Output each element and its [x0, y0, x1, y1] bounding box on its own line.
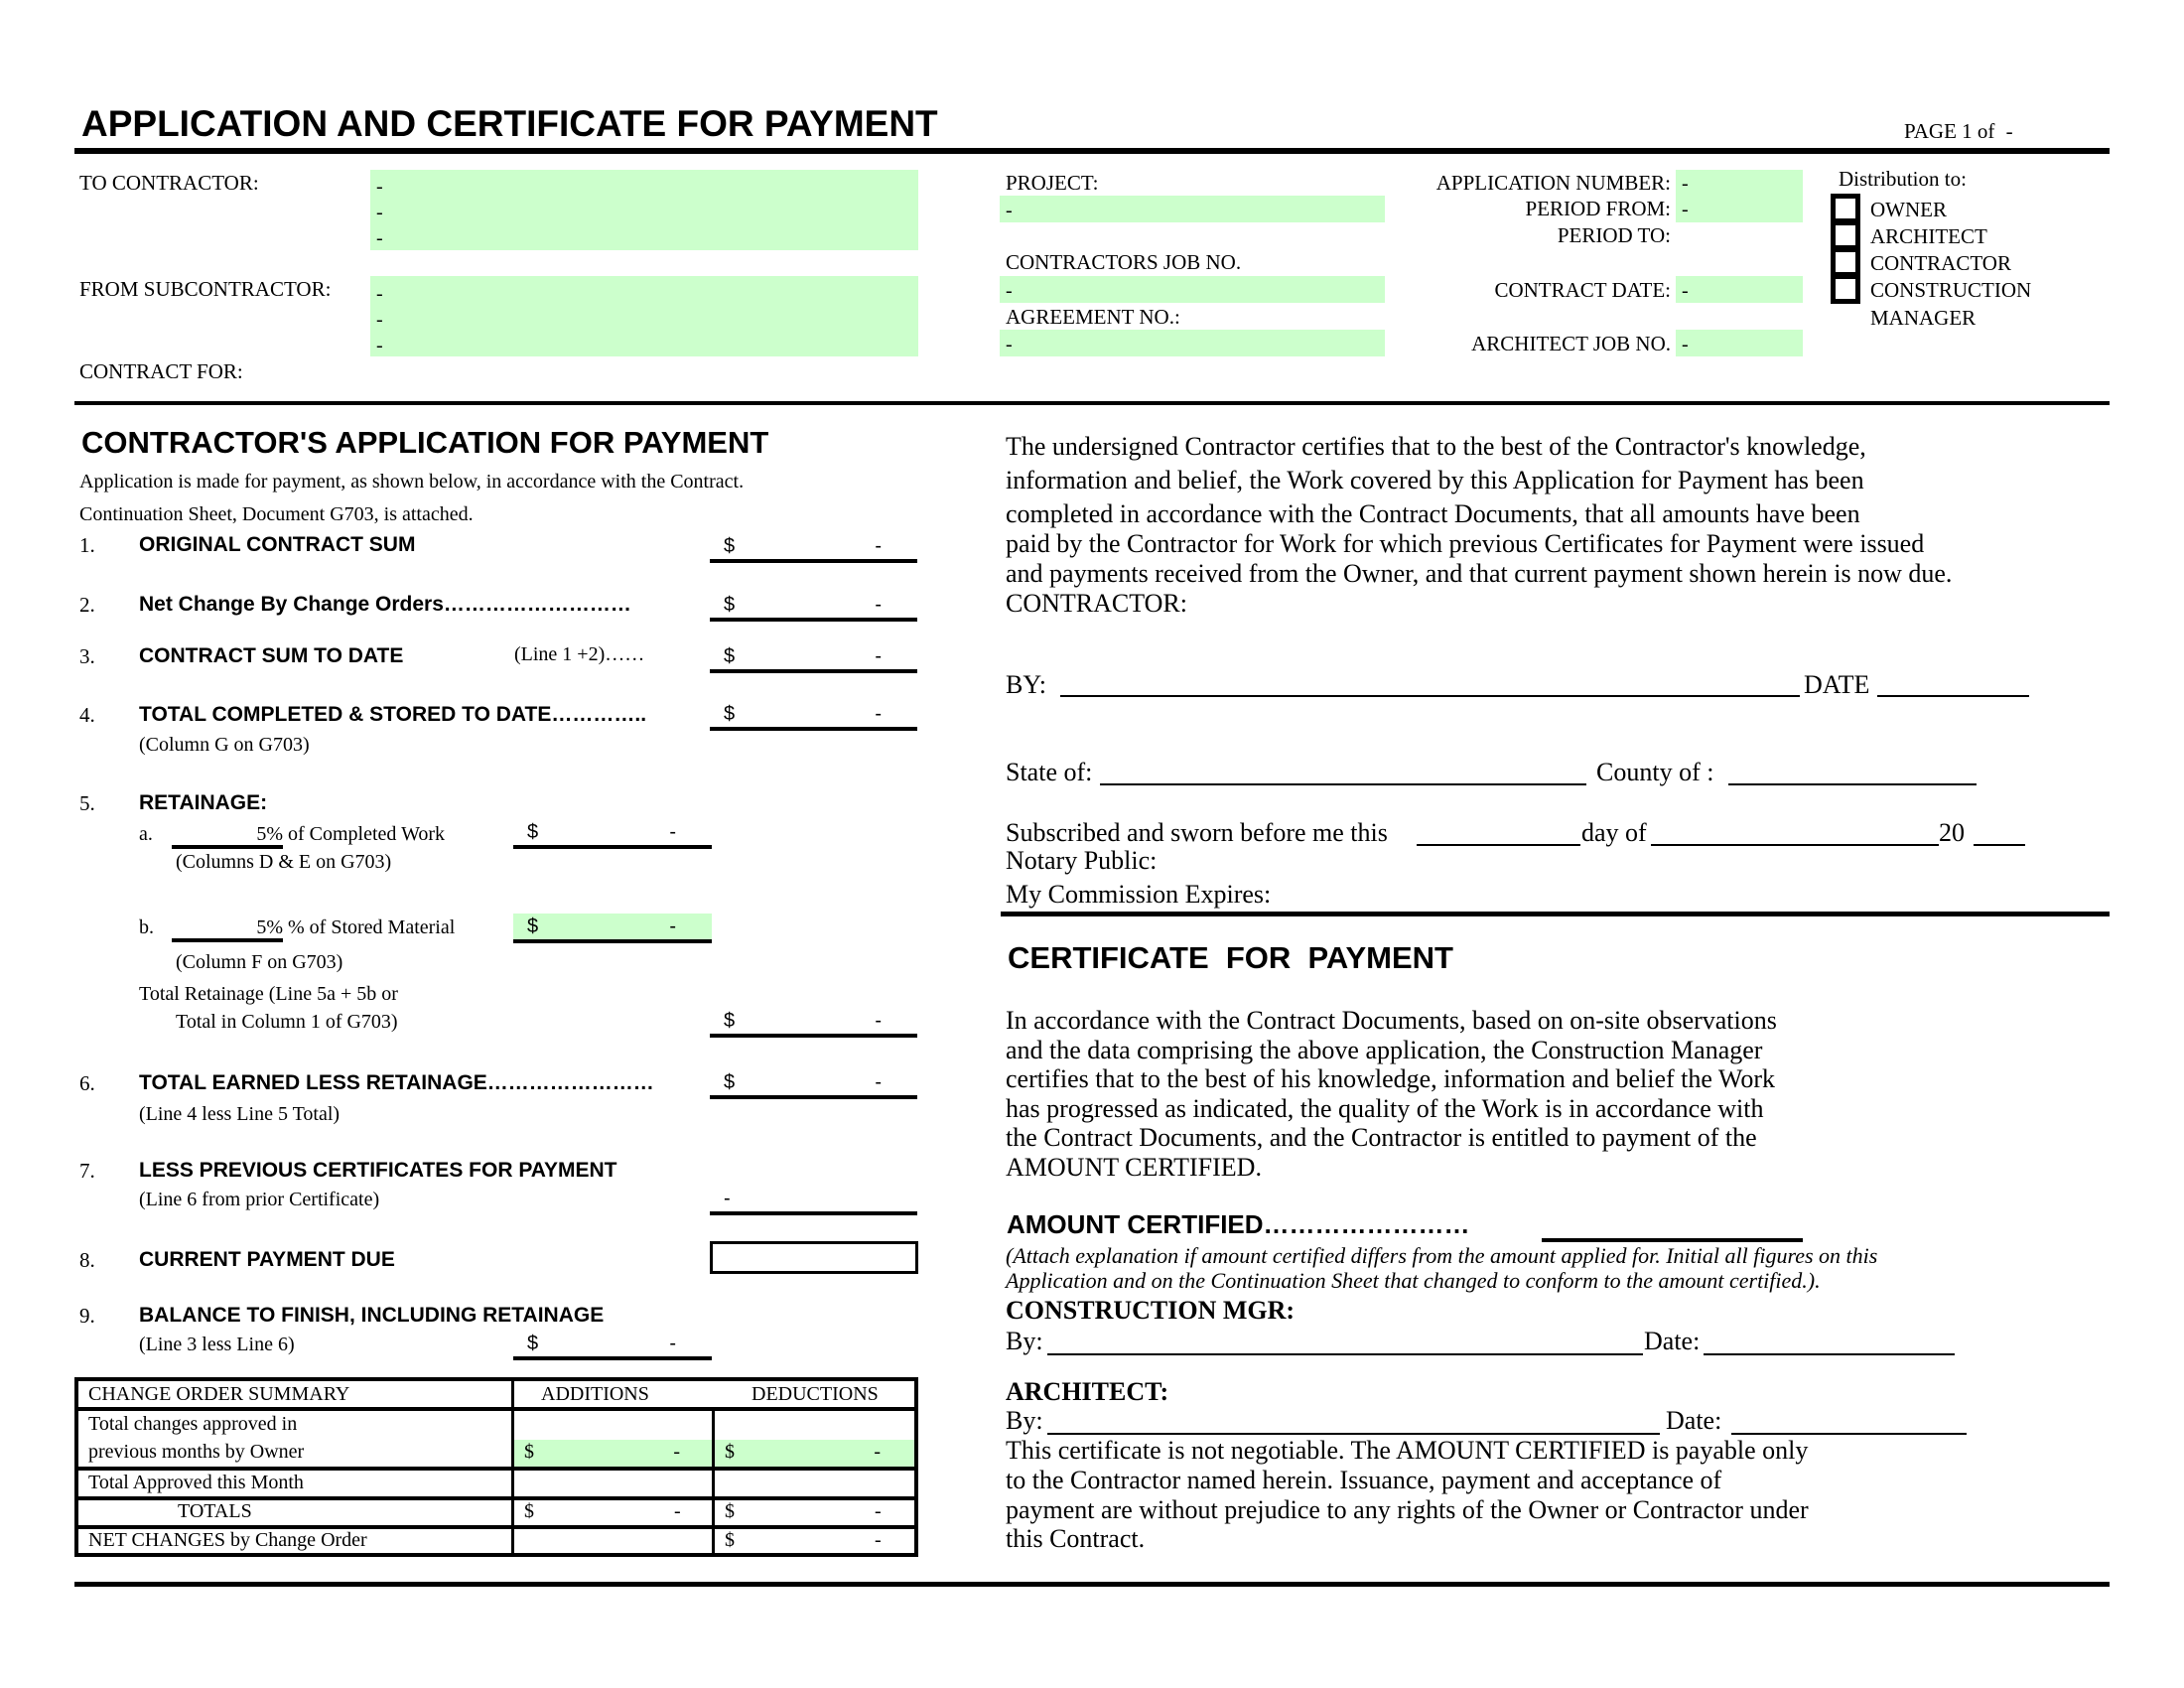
line-5b-percent[interactable]: 5% — [172, 916, 283, 942]
amount-certified-value[interactable] — [1542, 1211, 1803, 1242]
arch-by-signature-line[interactable] — [1047, 1433, 1660, 1435]
line-7-amount[interactable] — [710, 1186, 917, 1215]
line-9-label: BALANCE TO FINISH, INCLUDING RETAINAGE — [139, 1304, 605, 1327]
line-5a-amount[interactable] — [513, 819, 712, 849]
line-6-amount[interactable] — [710, 1069, 917, 1099]
line-7-value: - — [724, 1188, 731, 1209]
line-3-label: CONTRACT SUM TO DATE — [139, 644, 404, 667]
certificate-text-line-4: has progressed as indicated, the quality of the Work is in accordance with — [1006, 1094, 1764, 1123]
state-label: State of: — [1006, 758, 1093, 786]
line-4-label: TOTAL COMPLETED & STORED TO DATE………….. — [139, 703, 647, 726]
construction-mgr-label: CONSTRUCTION MGR: — [1006, 1296, 1296, 1325]
line-4-number: 4. — [79, 703, 95, 727]
co-row-4-deductions-currency: $ — [725, 1529, 735, 1551]
line-5a-letter: a. — [139, 823, 153, 845]
state-line[interactable] — [1100, 783, 1586, 785]
footer-rule — [74, 1582, 2110, 1587]
subscribed-label: Subscribed and sworn before me this — [1006, 818, 1388, 847]
line-4-value: - — [875, 703, 882, 725]
certificate-footer-line-2: to the Contractor named herein. Issuance, payment and acceptance of — [1006, 1466, 1722, 1494]
page-total: - — [2005, 119, 2013, 143]
co-row-1-additions-value: - — [673, 1441, 680, 1463]
line-1-number: 1. — [79, 533, 95, 557]
certificate-footer-line-4: this Contract. — [1006, 1524, 1146, 1553]
application-intro-2: Continuation Sheet, Document G703, is attached. — [79, 503, 474, 525]
application-number-label: APPLICATION NUMBER: — [1435, 171, 1671, 195]
line-5b-amount[interactable] — [513, 914, 712, 943]
contractor-date-line[interactable] — [1877, 695, 2029, 697]
total-retainage-label-2: Total in Column 1 of G703) — [176, 1011, 398, 1033]
line-4-amount[interactable] — [710, 701, 917, 731]
year-line[interactable] — [1974, 844, 2025, 846]
line-5b-label: % of Stored Material — [288, 916, 456, 938]
co-row-1-deductions-value: - — [874, 1441, 881, 1463]
contractor-cert-line-4: paid by the Contractor for Work for which previous Certificates for Payment were issued — [1006, 529, 1925, 558]
co-row-1-deductions[interactable] — [715, 1440, 914, 1467]
co-row-1-deductions-currency: $ — [725, 1441, 735, 1463]
co-row-3-label: TOTALS — [178, 1500, 252, 1522]
line-7-label: LESS PREVIOUS CERTIFICATES FOR PAYMENT — [139, 1159, 617, 1182]
from-subcontractor-field[interactable] — [370, 276, 918, 356]
co-row-2-label: Total Approved this Month — [88, 1472, 304, 1493]
page-title: APPLICATION AND CERTIFICATE FOR PAYMENT — [81, 103, 938, 144]
distribution-label-architect: ARCHITECT — [1870, 224, 1987, 248]
line-6-label: TOTAL EARNED LESS RETAINAGE…………………… — [139, 1071, 654, 1094]
arch-date-line[interactable] — [1731, 1433, 1967, 1435]
co-row-4-label: NET CHANGES by Change Order — [88, 1529, 367, 1551]
co-row-4-additions[interactable] — [514, 1529, 712, 1553]
total-retainage-currency: $ — [724, 1010, 736, 1032]
contractor-cert-line-2: information and belief, the Work covered by this Application for Payment has been — [1006, 466, 1864, 494]
distribution-title: Distribution to: — [1839, 167, 1967, 191]
distribution-checkbox-construction-manager[interactable] — [1831, 274, 1860, 304]
distribution-checkbox-contractor[interactable] — [1831, 247, 1860, 277]
line-3-number: 3. — [79, 644, 95, 668]
co-row-1-label-2: previous months by Owner — [88, 1441, 305, 1463]
contractor-cert-line-1: The undersigned Contractor certifies that to the best of the Contractor's knowledge, — [1006, 432, 1866, 461]
certificate-text-line-5: the Contract Documents, and the Contractor is entitled to payment of the — [1006, 1123, 1757, 1152]
agreement-label: AGREEMENT NO.: — [1006, 305, 1180, 329]
to-contractor-label: TO CONTRACTOR: — [79, 171, 259, 195]
distribution-checkbox-architect[interactable] — [1831, 220, 1860, 250]
certificate-footer-line-1: This certificate is not negotiable. The AMOUNT CERTIFIED is payable only — [1006, 1436, 1809, 1465]
line-3-value: - — [875, 645, 882, 667]
project-label: PROJECT: — [1006, 171, 1099, 195]
co-row-2-deductions[interactable] — [715, 1471, 914, 1496]
month-line[interactable] — [1651, 844, 1939, 846]
contractor-date-label: DATE — [1804, 670, 1870, 699]
year-prefix: 20 — [1939, 818, 1965, 847]
application-intro-1: Application is made for payment, as shown below, in accordance with the Contract. — [79, 471, 745, 492]
to-contractor-field[interactable] — [370, 170, 918, 250]
project-field[interactable]: - — [1000, 196, 1385, 222]
agreement-field[interactable]: - — [1000, 330, 1385, 356]
header-rule — [74, 148, 2110, 154]
line-5a-label: of Completed Work — [288, 823, 445, 845]
line-2-amount[interactable] — [710, 592, 917, 622]
co-row-3-deductions-value[interactable]: - — [875, 1500, 882, 1522]
page-label: PAGE 1 of — [1904, 119, 1995, 143]
line-5b-letter: b. — [139, 916, 154, 938]
line-2-label: Net Change By Change Orders……………………… — [139, 593, 631, 616]
contractor-label: CONTRACTOR: — [1006, 589, 1187, 618]
notary-public-label: Notary Public: — [1006, 846, 1158, 875]
line-1-value: - — [875, 535, 882, 557]
arch-by-label: By: — [1006, 1406, 1043, 1435]
total-retainage-value: - — [875, 1010, 882, 1032]
distribution-label-owner: OWNER — [1870, 198, 1947, 221]
period-to-label: PERIOD TO: — [1557, 223, 1671, 247]
certificate-text-line-6: AMOUNT CERTIFIED. — [1006, 1153, 1262, 1182]
commission-expires-label: My Commission Expires: — [1006, 880, 1272, 909]
contract-for-label: CONTRACT FOR: — [79, 359, 243, 383]
total-retainage-amount[interactable] — [710, 1008, 917, 1038]
section-rule — [74, 401, 2110, 405]
contractor-by-signature-line[interactable] — [1060, 695, 1800, 697]
line-5a-value: - — [669, 821, 676, 843]
line-7-note: (Line 6 from prior Certificate) — [139, 1189, 380, 1210]
line-1-label: ORIGINAL CONTRACT SUM — [139, 533, 416, 556]
cm-date-label: Date: — [1644, 1327, 1701, 1355]
certificate-heading: CERTIFICATE FOR PAYMENT — [1008, 940, 1453, 975]
change-order-summary-table — [74, 1377, 918, 1557]
co-vrule-1 — [511, 1381, 514, 1553]
line-5-label: RETAINAGE: — [139, 791, 268, 814]
contract-date-label: CONTRACT DATE: — [1494, 278, 1671, 302]
line-6-number: 6. — [79, 1071, 95, 1095]
page-indicator — [1904, 119, 2013, 143]
co-row-4-deductions-value[interactable]: - — [875, 1529, 882, 1551]
line-9-value: - — [669, 1333, 676, 1354]
co-header-deductions: DEDUCTIONS — [751, 1383, 879, 1405]
distribution-label-contractor: CONTRACTOR — [1870, 251, 2011, 275]
line-6-note: (Line 4 less Line 5 Total) — [139, 1103, 341, 1125]
period-from-field[interactable]: - — [1682, 199, 1689, 220]
from-subcontractor-line-1[interactable]: - — [376, 283, 383, 305]
line-2-value: - — [875, 594, 882, 616]
line-1-currency: $ — [724, 535, 736, 557]
line-6-value: - — [875, 1071, 882, 1093]
line-5a-percent[interactable]: 5% — [172, 823, 283, 849]
contract-date-field[interactable]: - — [1676, 276, 1803, 303]
contractor-cert-line-3: completed in accordance with the Contract Documents, that all amounts have been — [1006, 499, 1860, 528]
certificate-text-line-2: and the data comprising the above application, the Construction Manager — [1006, 1036, 1763, 1064]
from-subcontractor-label: FROM SUBCONTRACTOR: — [79, 277, 332, 301]
certificate-rule — [1001, 912, 2110, 916]
line-8-number: 8. — [79, 1248, 95, 1272]
contractor-cert-line-5: and payments received from the Owner, and that current payment shown herein is now due. — [1006, 559, 1953, 588]
line-2-number: 2. — [79, 593, 95, 617]
line-1-amount[interactable] — [710, 533, 917, 563]
line-5-number: 5. — [79, 791, 95, 815]
co-header-additions: ADDITIONS — [541, 1383, 649, 1405]
certificate-footer-line-3: payment are without prejudice to any rights of the Owner or Contractor under — [1006, 1495, 1809, 1524]
line-8-label: CURRENT PAYMENT DUE — [139, 1248, 395, 1271]
distribution-checkbox-owner[interactable] — [1831, 194, 1860, 223]
attach-note-1: (Attach explanation if amount certified differs from the amount applied for. Initial all figures on this — [1006, 1243, 1878, 1268]
current-payment-due-box[interactable] — [710, 1241, 918, 1274]
distribution-label-manager: MANAGER — [1870, 306, 1977, 330]
period-from-label: PERIOD FROM: — [1525, 197, 1671, 220]
arch-date-label: Date: — [1666, 1406, 1722, 1435]
line-5b-note: (Column F on G703) — [176, 951, 343, 973]
subscribed-day-line[interactable] — [1417, 844, 1580, 846]
line-7-number: 7. — [79, 1159, 95, 1183]
from-subcontractor-line-2[interactable]: - — [376, 309, 383, 331]
cm-date-line[interactable] — [1704, 1353, 1955, 1355]
line-6-currency: $ — [724, 1071, 736, 1093]
co-row-1-additions[interactable] — [514, 1440, 712, 1467]
application-number-field[interactable]: - — [1682, 173, 1689, 195]
line-5a-note: (Columns D & E on G703) — [176, 851, 392, 873]
line-3-currency: $ — [724, 645, 736, 667]
line-9-note: (Line 3 less Line 6) — [139, 1334, 295, 1355]
line-9-currency: $ — [527, 1333, 539, 1354]
distribution-label-construction: CONSTRUCTION — [1870, 278, 2032, 302]
cm-by-label: By: — [1006, 1327, 1043, 1355]
attach-note-2: Application and on the Continuation Sheet that changed to conform to the amount certified.). — [1006, 1268, 1821, 1293]
to-contractor-line-3[interactable]: - — [376, 227, 383, 249]
line-5b-value: - — [669, 915, 676, 937]
line-2-currency: $ — [724, 594, 736, 616]
co-rule-1 — [78, 1407, 914, 1411]
to-contractor-line-1[interactable]: - — [376, 176, 383, 198]
architect-label: ARCHITECT: — [1006, 1377, 1169, 1406]
application-heading: CONTRACTOR'S APPLICATION FOR PAYMENT — [81, 425, 769, 460]
certificate-text-line-3: certifies that to the best of his knowledge, information and belief the Work — [1006, 1064, 1776, 1093]
county-line[interactable] — [1728, 783, 1977, 785]
co-header-summary: CHANGE ORDER SUMMARY — [88, 1383, 350, 1405]
line-4-note: (Column G on G703) — [139, 734, 310, 756]
from-subcontractor-line-3[interactable]: - — [376, 335, 383, 356]
contractors-job-field[interactable]: - — [1000, 276, 1385, 303]
architect-job-field[interactable]: - — [1676, 330, 1803, 356]
amount-certified-label: AMOUNT CERTIFIED…………………… — [1007, 1209, 1470, 1239]
county-label: County of : — [1596, 758, 1714, 786]
line-4-currency: $ — [724, 703, 736, 725]
total-retainage-label-1: Total Retainage (Line 5a + 5b or — [139, 983, 398, 1005]
contractors-job-label: CONTRACTORS JOB NO. — [1006, 250, 1242, 274]
certificate-text-line-1: In accordance with the Contract Documents, based on on-site observations — [1006, 1006, 1777, 1035]
co-row-1-additions-currency: $ — [524, 1441, 534, 1463]
line-9-number: 9. — [79, 1304, 95, 1328]
period-to-field[interactable] — [1676, 224, 1803, 248]
line-5a-currency: $ — [527, 821, 539, 843]
co-row-2-additions[interactable] — [514, 1471, 712, 1496]
line-5b-currency: $ — [527, 915, 539, 937]
line-3-note: (Line 1 +2)…… — [514, 643, 645, 665]
co-row-1-label-1: Total changes approved in — [88, 1413, 298, 1435]
to-contractor-line-2[interactable]: - — [376, 202, 383, 223]
co-row-3-additions-value[interactable]: - — [674, 1500, 681, 1522]
cm-by-signature-line[interactable] — [1047, 1353, 1643, 1355]
co-row-3-deductions-currency: $ — [725, 1500, 735, 1522]
line-9-amount[interactable] — [513, 1331, 712, 1360]
architect-job-label: ARCHITECT JOB NO. — [1471, 332, 1671, 355]
contractor-by-label: BY: — [1006, 670, 1046, 699]
line-3-amount[interactable] — [710, 643, 917, 673]
day-of-label: day of — [1581, 818, 1647, 847]
co-row-3-additions-currency: $ — [524, 1500, 534, 1522]
